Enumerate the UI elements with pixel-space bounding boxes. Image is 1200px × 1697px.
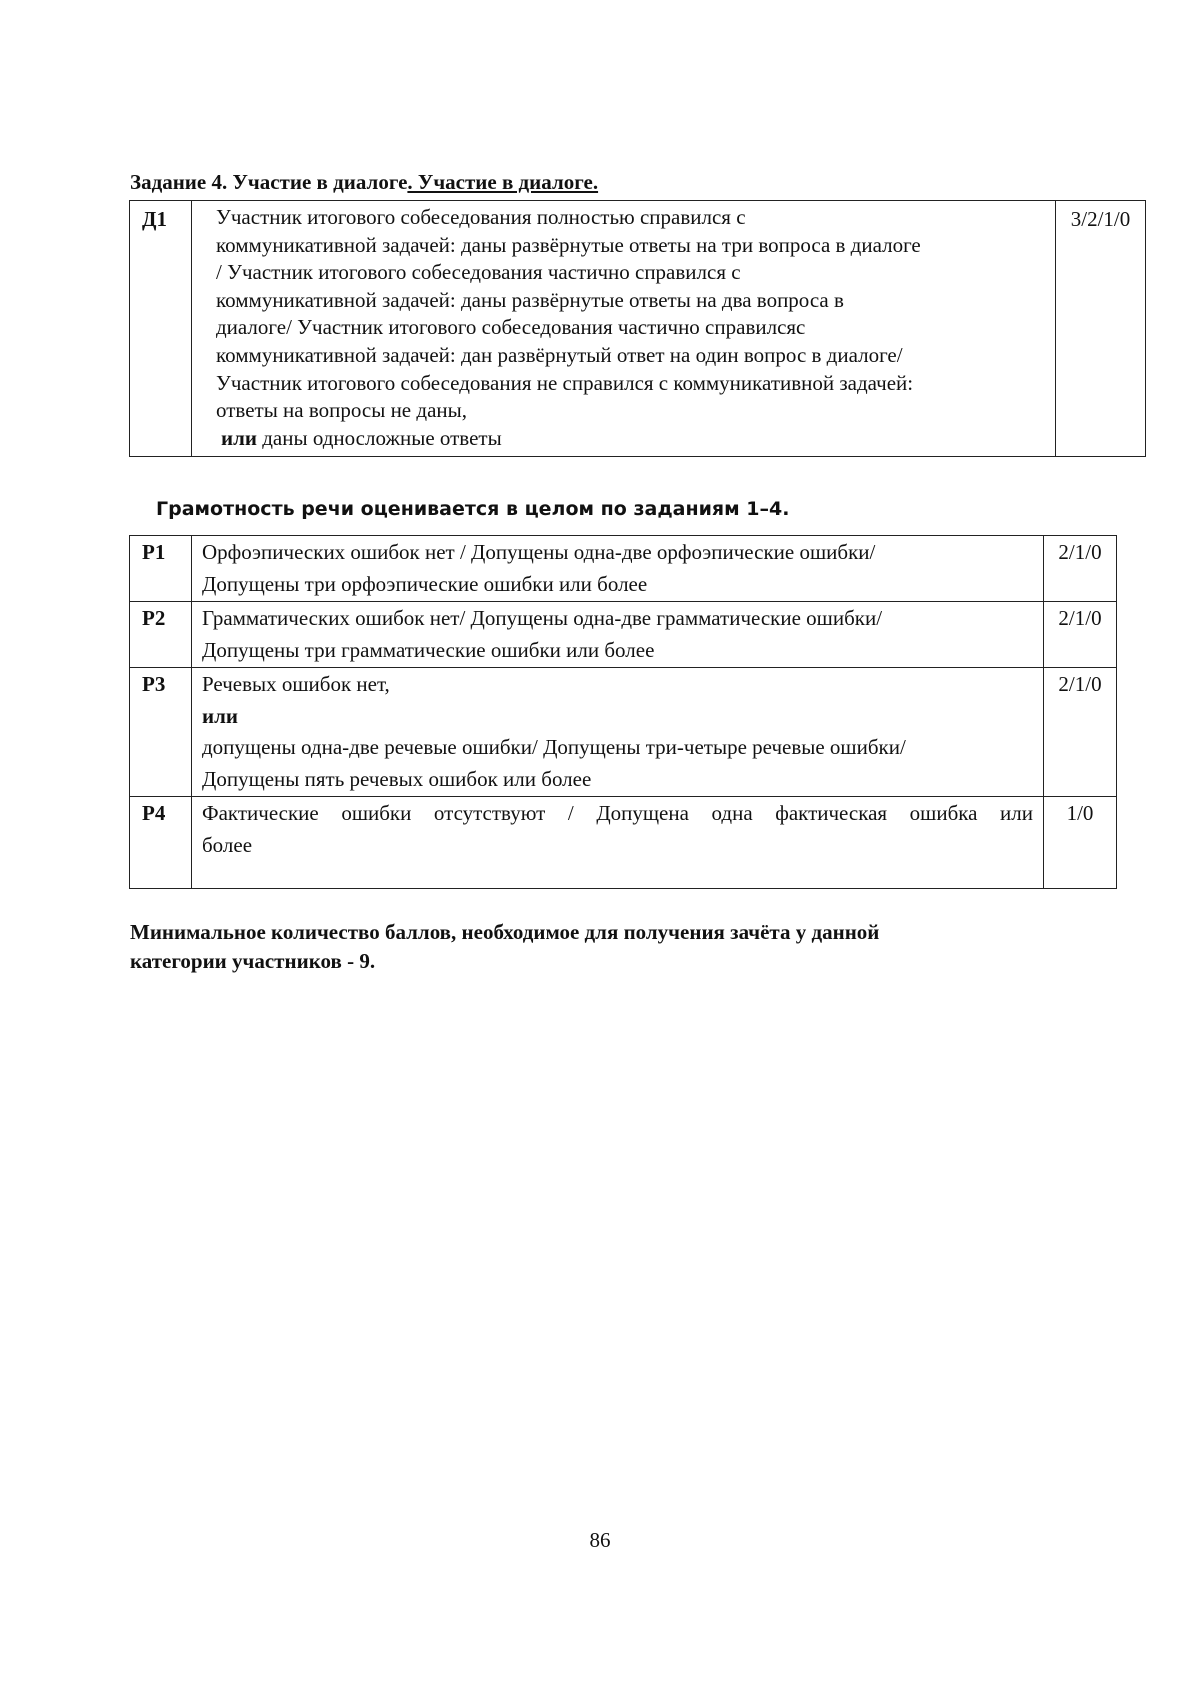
- criterion-line: коммуникативной задачей: дан развёрнутый ответ на один вопрос в диалоге/: [216, 342, 903, 367]
- task4-criteria-table: [129, 200, 1146, 457]
- criterion-description: [192, 201, 1056, 457]
- criterion-description: [192, 536, 1044, 602]
- criterion-line-rest: даны односложные ответы: [256, 425, 502, 450]
- criterion-code: Д1: [130, 201, 192, 457]
- criterion-score: 2/1/0: [1044, 536, 1117, 602]
- criterion-line: более: [202, 832, 253, 857]
- literacy-heading: Грамотность речи оценивается в целом по заданиям 1–4.: [156, 498, 790, 520]
- criterion-description: [192, 797, 1044, 889]
- criterion-line: диалоге/ Участник итогового собеседования частично справилсяс: [216, 315, 806, 340]
- criterion-line: коммуникативной задачей: даны развёрнутые ответы на два вопроса в: [216, 287, 844, 312]
- criterion-line: допущены одна-две речевые ошибки/ Допущены три-четыре речевые ошибки/: [202, 735, 906, 759]
- criterion-line: Орфоэпических ошибок нет / Допущены одна-две орфоэпические ошибки/: [202, 540, 876, 564]
- criterion-line: [216, 425, 1045, 453]
- note-line: категории участников - 9.: [130, 949, 376, 973]
- table-row: [130, 668, 1117, 797]
- criterion-line: Участник итогового собеседования полностью справился с: [216, 205, 746, 229]
- criterion-line: ответы на вопросы не даны,: [216, 398, 467, 423]
- criterion-score: 3/2/1/0: [1056, 201, 1146, 457]
- criterion-code: Р2: [130, 602, 192, 668]
- table-row: [130, 201, 1146, 457]
- literacy-criteria-table: [129, 535, 1117, 889]
- criterion-code: Р4: [130, 797, 192, 889]
- table-row: [130, 536, 1117, 602]
- criterion-code: Р1: [130, 536, 192, 602]
- criterion-line: Допущены три грамматические ошибки или более: [202, 637, 655, 662]
- criterion-line: Речевых ошибок нет,: [202, 672, 390, 696]
- criterion-code: Р3: [130, 668, 192, 797]
- criterion-score: 2/1/0: [1044, 668, 1117, 797]
- task4-heading-underlined: . Участие в диалоге.: [407, 170, 599, 194]
- criterion-description: [192, 602, 1044, 668]
- criterion-line-bold: или: [202, 703, 238, 728]
- minimum-score-note: [130, 918, 1030, 976]
- table-row: [130, 797, 1117, 889]
- criterion-line: Фактические ошибки отсутствуют / Допущена одна фактическая ошибка или: [202, 801, 1033, 825]
- criterion-description: [192, 668, 1044, 797]
- table-row: [130, 602, 1117, 668]
- task4-heading: [130, 170, 598, 195]
- criterion-bold-word: или: [221, 425, 257, 450]
- criterion-line: / Участник итогового собеседования частично справился с: [216, 260, 741, 285]
- criterion-line: Участник итогового собеседования не справился с коммуникативной задачей:: [216, 370, 914, 395]
- criterion-line: Допущены три орфоэпические ошибки или более: [202, 571, 648, 596]
- criterion-score: 1/0: [1044, 797, 1117, 889]
- page-number: 86: [589, 1528, 611, 1552]
- criterion-score: 2/1/0: [1044, 602, 1117, 668]
- note-line: Минимальное количество баллов, необходимое для получения зачёта у данной: [130, 920, 880, 944]
- criterion-line: коммуникативной задачей: даны развёрнутые ответы на три вопроса в диалоге: [216, 232, 921, 257]
- criterion-line: Допущены пять речевых ошибок или более: [202, 766, 592, 791]
- criterion-line: Грамматических ошибок нет/ Допущены одна-две грамматические ошибки/: [202, 606, 883, 630]
- task4-heading-prefix: Задание 4. Участие в диалоге: [130, 170, 408, 194]
